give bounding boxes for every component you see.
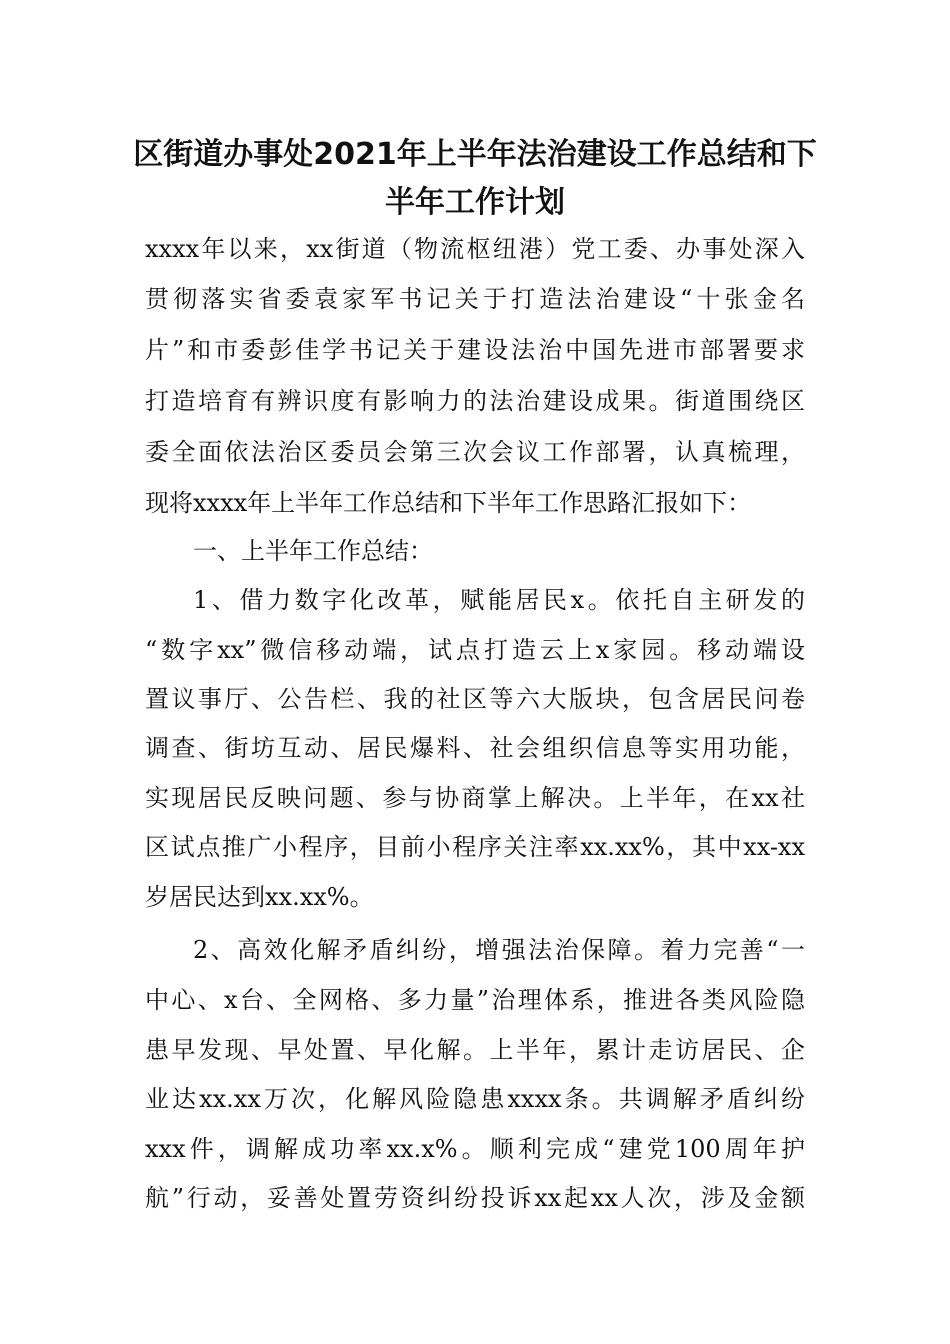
body-text-line: 2、高效化解矛盾纠纷，增强法治保障。着力完善“一 <box>193 936 805 964</box>
body-text-line: 中心、x台、全网格、多力量”治理体系，推进各类风险隐 <box>145 986 805 1014</box>
body-text-line: 岁居民达到xx.xx%。 <box>145 883 374 911</box>
body-text-line: 置议事厅、公告栏、我的社区等六大版块，包含居民问卷 <box>145 685 805 713</box>
body-text-line: 委全面依法治区委员会第三次会议工作部署，认真梳理， <box>145 438 805 466</box>
body-text-line: 打造培育有辨识度有影响力的法治建设成果。街道围绕区 <box>145 387 805 415</box>
body-text-line: xxxx年以来，xx街道（物流枢纽港）党工委、办事处深入 <box>145 235 805 263</box>
section-heading: 一、上半年工作总结： <box>193 537 433 565</box>
body-text-line: 贯彻落实省委袁家军书记关于打造法治建设“十张金名 <box>145 285 805 313</box>
document-title-line-1: 区街道办事处2021年上半年法治建设工作总结和下 <box>133 137 817 172</box>
body-text-line: 实现居民反映问题、参与协商掌上解决。上半年，在xx社 <box>145 784 805 812</box>
body-text-line: 区试点推广小程序，目前小程序关注率xx.xx%，其中xx-xx <box>145 833 805 861</box>
body-text-line: 业达xx.xx万次，化解风险隐患xxxx条。共调解矛盾纠纷 <box>145 1085 805 1113</box>
body-text-line: 现将xxxx年上半年工作总结和下半年工作思路汇报如下： <box>145 489 752 517</box>
body-text-line: “数字xx”微信移动端，试点打造云上x家园。移动端设 <box>145 636 805 664</box>
body-text-line: 片”和市委彭佳学书记关于建设法治中国先进市部署要求 <box>145 336 805 364</box>
body-text-line: 患早发现、早处置、早化解。上半年，累计走访居民、企 <box>145 1036 805 1064</box>
body-text-line: 1、借力数字化改革，赋能居民x。依托自主研发的 <box>193 586 805 614</box>
body-text-line: xxx件，调解成功率xx.x%。顺利完成“建党100周年护 <box>145 1135 805 1163</box>
document-title-line-2: 半年工作计划 <box>385 185 565 220</box>
body-text-line: 调查、街坊互动、居民爆料、社会组织信息等实用功能， <box>145 734 805 762</box>
body-text-line: 航”行动，妥善处置劳资纠纷投诉xx起xx人次，涉及金额 <box>145 1184 805 1212</box>
